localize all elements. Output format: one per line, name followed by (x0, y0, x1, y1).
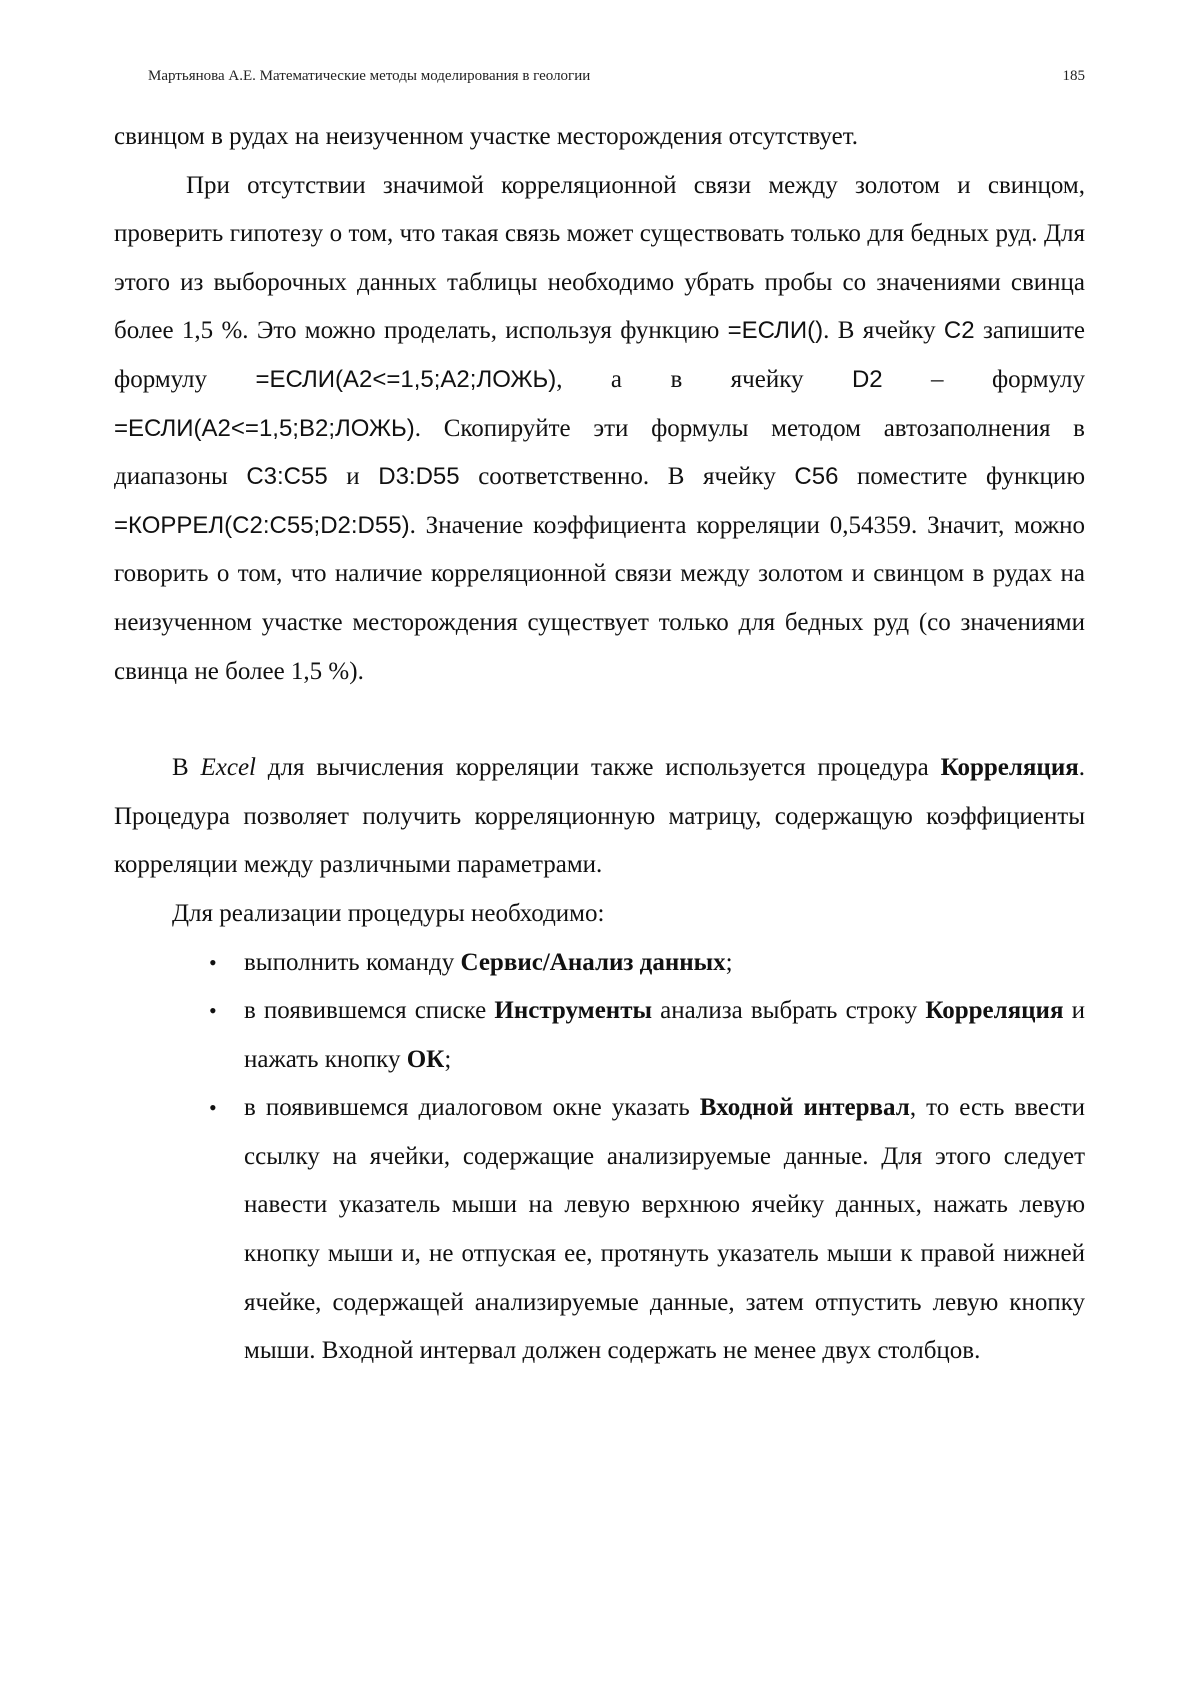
text-run: . В ячейку (823, 317, 944, 345)
text-run: ; (444, 1045, 452, 1073)
text-run: анализа выбрать строку (652, 997, 926, 1025)
text-run: запишите формулу (114, 317, 1085, 393)
text-run: – формулу (882, 365, 1085, 393)
paragraph-steps-intro: Для реализации процедуры необходимо: (172, 899, 605, 927)
bullet-icon: • (209, 998, 217, 1024)
procedure-name: Корреляция (940, 754, 1079, 782)
text-run: При отсутствии значимой корреляционной связи между золотом и свинцом, проверить гипотезу о том, что такая связь может существовать только для бедных руд. Для этого из выборочных данных таблицы необходимо убрать пробы со значениями свинца более 1,5 %. Это можно проделать, используя функцию (114, 171, 1085, 345)
range-ref-d: D3:D55 (378, 463, 460, 491)
text-run: и (327, 463, 379, 491)
running-title: Мартьянова А.Е. Математические методы моделирования в геологии (148, 68, 591, 84)
bullet-icon: • (209, 949, 217, 975)
text-run: , то есть ввести ссылку на ячейки, содержащие анализируемые данные. Для этого следует навести указатель мыши на левую верхнюю ячейку данных, нажать левую кнопку мыши и, не отпуская ее, протянуть указатель мыши к правой нижней ячейке, содержащей анализируемые данные, затем отпустить левую кнопку мыши. Входной интервал должен содержать не менее двух столбцов. (244, 1094, 1086, 1365)
paragraph-continuation: свинцом в рудах на неизученном участке месторождения отсутствует. (114, 123, 858, 150)
list-item (114, 1084, 1085, 1376)
text-run: для вычисления корреляции также используется процедура (256, 754, 941, 782)
cell-ref-d2: D2 (851, 365, 883, 393)
text-run: . Скопируйте эти формулы методом автозаполнения в диапазоны (114, 414, 1085, 491)
list-item (114, 939, 1085, 988)
cell-ref-c56: С56 (794, 463, 839, 491)
running-header (148, 68, 1085, 88)
paragraph-hypothesis (114, 162, 1085, 697)
text-run: выполнить команду (244, 948, 461, 976)
cell-ref-c2: С2 (943, 317, 975, 345)
document-body (114, 113, 1085, 1376)
text-run: в появившемся списке (244, 997, 495, 1025)
list-item (114, 987, 1085, 1084)
range-ref-c: С3:С55 (246, 463, 328, 491)
procedure-name: Корреляция (925, 997, 1064, 1025)
steps-list (114, 939, 1085, 1376)
text-run: и нажать кнопку (244, 997, 1085, 1073)
formula-if-a2: =ЕСЛИ(А2<=1,5;А2;ЛОЖЬ) (255, 365, 557, 393)
text-run: . Процедура позволяет получить корреляционную матрицу, содержащую коэффициенты корреляции между различными параметрами. (114, 754, 1085, 879)
excel-name: Excel (200, 754, 256, 782)
text-run: ; (725, 948, 733, 976)
text-run: В (172, 754, 201, 782)
text-run: , а в ячейку (556, 365, 852, 393)
text-run: . Значение коэффициента корреляции 0,54359. Значит, можно говорить о том, что наличие корреляционной связи между золотом и свинцом в рудах на неизученном участке месторождения существует только для бедных руд (со значениями свинца не более 1,5 %). (114, 511, 1085, 685)
formula-if-b2: =ЕСЛИ(А2<=1,5;В2;ЛОЖЬ) (114, 414, 415, 442)
bullet-icon: • (209, 1095, 217, 1121)
paragraph-excel-correlation (114, 744, 1085, 890)
formula-if: =ЕСЛИ() (727, 317, 824, 345)
formula-correl: =КОРРЕЛ(С2:С55;D2:D55) (114, 511, 410, 539)
text-run: соответственно. В ячейку (459, 463, 795, 491)
input-range-name: Входной интервал (699, 1094, 910, 1122)
text-run: в появившемся диалоговом окне указать (244, 1094, 700, 1122)
menu-command: Сервис/Анализ данных (460, 948, 726, 976)
paragraph-gap (114, 696, 1085, 744)
tools-list-name: Инструменты (494, 997, 652, 1025)
page-number: 185 (1062, 68, 1085, 84)
text-run: поместите функцию (838, 463, 1085, 491)
ok-button-name: ОК (406, 1045, 445, 1073)
